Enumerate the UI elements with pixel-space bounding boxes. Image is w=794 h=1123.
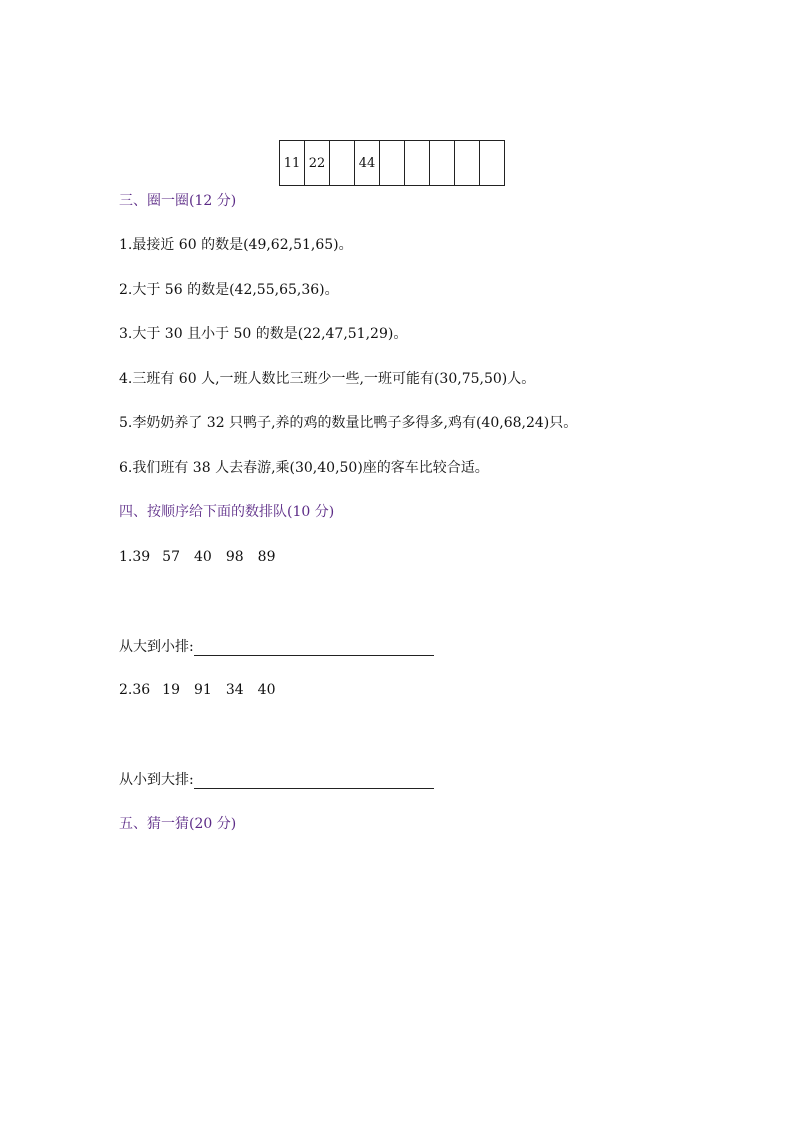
table-cell: 22 xyxy=(305,141,330,186)
number-item: 57 xyxy=(162,549,180,565)
table-cell-blank[interactable] xyxy=(330,141,355,186)
number-item: 98 xyxy=(225,549,244,565)
table-cell-blank[interactable] xyxy=(380,141,405,186)
sort-prompt-descending: 从大到小排: xyxy=(119,639,194,655)
table-cell: 44 xyxy=(355,141,380,186)
answer-row-1 xyxy=(119,637,434,656)
table-row xyxy=(280,141,505,186)
number-item: 91 xyxy=(194,682,212,698)
number-item: 2.36 xyxy=(119,682,151,698)
question-3: 3.大于 30 且小于 50 的数是(22,47,51,29)。 xyxy=(119,326,408,342)
number-item: 40 xyxy=(194,549,212,565)
section5-heading: 五、猜一猜(20 分) xyxy=(119,816,237,832)
answer-row-2 xyxy=(119,770,434,789)
question-6: 6.我们班有 38 人去春游,乘(30,40,50)座的客车比较合适。 xyxy=(119,460,489,476)
question-5: 5.李奶奶养了 32 只鸭子,养的鸡的数量比鸭子多得多,鸡有(40,68,24)只。 xyxy=(119,415,578,431)
number-item: 1.39 xyxy=(119,549,151,565)
question-1: 1.最接近 60 的数是(49,62,51,65)。 xyxy=(119,237,353,253)
answer-blank-1[interactable] xyxy=(194,637,434,656)
number-item: 19 xyxy=(162,682,180,698)
number-item: 89 xyxy=(257,549,276,565)
question-2: 2.大于 56 的数是(42,55,65,36)。 xyxy=(119,282,339,298)
table-cell-blank[interactable] xyxy=(430,141,455,186)
table-cell-blank[interactable] xyxy=(480,141,505,186)
number-list-2 xyxy=(119,681,289,699)
question-4: 4.三班有 60 人,一班人数比三班少一些,一班可能有(30,75,50)人。 xyxy=(119,371,536,387)
section4-heading: 四、按顺序给下面的数排队(10 分) xyxy=(119,504,335,520)
answer-blank-2[interactable] xyxy=(194,770,434,789)
section3-heading: 三、圈一圈(12 分) xyxy=(119,193,237,209)
number-list-1 xyxy=(119,548,289,566)
number-sequence-table xyxy=(279,140,505,186)
number-item: 40 xyxy=(257,682,276,698)
table-cell-blank[interactable] xyxy=(405,141,430,186)
number-item: 34 xyxy=(225,682,244,698)
table-cell-blank[interactable] xyxy=(455,141,480,186)
table-cell: 11 xyxy=(280,141,305,186)
sort-prompt-ascending: 从小到大排: xyxy=(119,772,194,788)
